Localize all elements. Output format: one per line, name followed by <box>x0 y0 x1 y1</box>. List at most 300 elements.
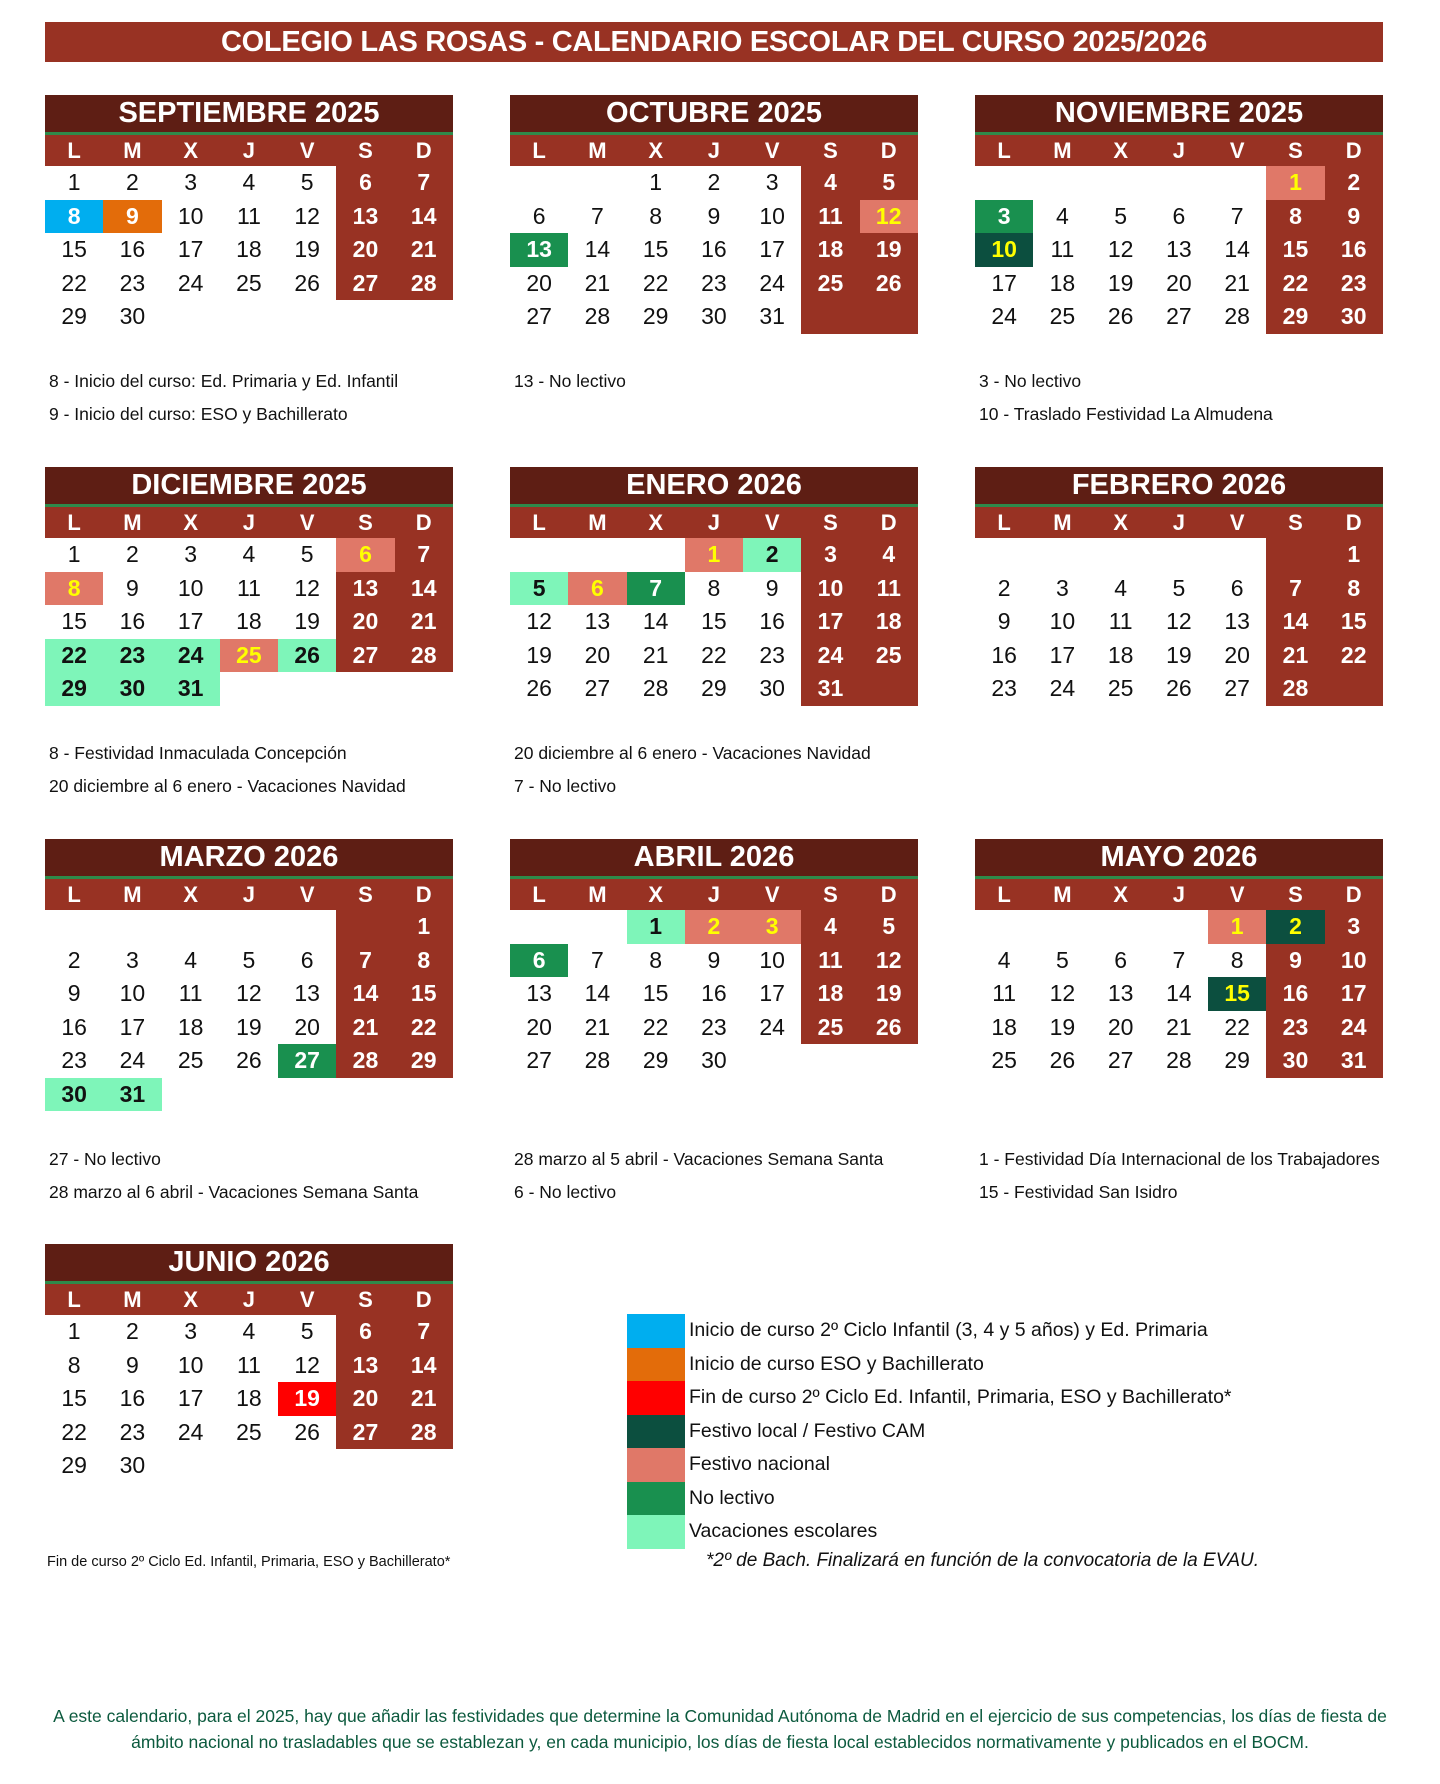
day-cell: 17 <box>1049 641 1076 668</box>
day-cell: 24 <box>759 269 785 296</box>
day-cell: 20 <box>584 641 611 668</box>
day-cell: 5 <box>510 572 568 606</box>
month-title: SEPTIEMBRE 2025 <box>45 95 453 135</box>
june-footnote: Fin de curso 2º Ciclo Ed. Infantil, Primaria, ESO y Bachillerato* <box>47 1554 451 1570</box>
day-cell: 15 <box>701 608 727 635</box>
day-cell: 16 <box>991 641 1017 668</box>
day-cell: 27 <box>336 639 394 673</box>
empty-cell <box>278 910 336 944</box>
day-cell: 30 <box>759 675 785 702</box>
day-cell: 19 <box>1049 1013 1076 1040</box>
day-cell: 24 <box>162 639 220 673</box>
day-cell: 3 <box>765 169 779 196</box>
day-cell: 25 <box>860 639 918 673</box>
day-cell: 3 <box>184 541 198 568</box>
weekday-header: L <box>510 879 568 910</box>
weekday-header: X <box>627 879 685 910</box>
day-cell: 28 <box>584 1047 611 1074</box>
month-title: JUNIO 2026 <box>45 1244 453 1284</box>
day-cell: 13 <box>336 572 394 606</box>
day-cell: 28 <box>1166 1047 1192 1074</box>
day-cell: 25 <box>236 1418 262 1445</box>
day-cell: 9 <box>765 574 779 601</box>
month-note: 27 - No lectivo <box>49 1149 161 1169</box>
day-cell: 26 <box>236 1047 262 1074</box>
day-cell: 16 <box>119 1385 146 1412</box>
month-note: 20 diciembre al 6 enero - Vacaciones Navidad <box>49 776 406 796</box>
month-8 <box>975 839 1383 1078</box>
day-cell: 1 <box>1325 538 1383 572</box>
weekday-header: M <box>568 507 626 538</box>
weekday-header: S <box>336 135 394 166</box>
day-cell: 19 <box>526 641 552 668</box>
day-cell: 11 <box>236 202 261 229</box>
day-cell: 21 <box>395 1382 453 1416</box>
empty-cell <box>162 910 220 944</box>
day-cell: 15 <box>61 236 87 263</box>
day-cell: 12 <box>294 202 320 229</box>
weekday-header: D <box>1325 507 1383 538</box>
weekday-header: M <box>1033 507 1091 538</box>
day-cell: 13 <box>1224 608 1250 635</box>
weekday-header: D <box>860 507 918 538</box>
day-cell: 27 <box>526 1047 552 1074</box>
month-grid <box>45 135 453 334</box>
legend-swatch <box>627 1448 685 1482</box>
month-7 <box>510 839 918 1078</box>
day-cell: 12 <box>1166 608 1192 635</box>
day-cell: 5 <box>300 169 314 196</box>
day-cell: 3 <box>801 538 859 572</box>
day-cell: 2 <box>126 169 139 196</box>
day-cell: 29 <box>1266 300 1324 334</box>
day-cell: 9 <box>126 574 139 601</box>
day-cell: 8 <box>67 1351 81 1378</box>
day-cell: 5 <box>1114 202 1128 229</box>
day-cell: 15 <box>395 977 453 1011</box>
day-cell: 19 <box>1107 269 1134 296</box>
month-title: MARZO 2026 <box>45 839 453 879</box>
day-cell: 18 <box>860 605 918 639</box>
day-cell: 18 <box>1049 269 1076 296</box>
empty-cell <box>1208 538 1266 572</box>
day-cell: 9 <box>1266 944 1324 978</box>
month-title: OCTUBRE 2025 <box>510 95 918 135</box>
day-cell: 26 <box>860 1011 918 1045</box>
legend-item <box>627 1415 1232 1449</box>
day-cell: 24 <box>1325 1011 1383 1045</box>
weekday-header: D <box>395 135 453 166</box>
day-cell: 18 <box>177 1013 204 1040</box>
day-cell: 5 <box>1172 574 1186 601</box>
empty-cell <box>1150 538 1208 572</box>
day-cell: 12 <box>1107 236 1134 263</box>
day-cell: 27 <box>336 267 394 301</box>
day-cell: 2 <box>67 946 81 973</box>
empty-cell <box>860 672 918 706</box>
day-cell: 16 <box>701 236 727 263</box>
day-cell: 10 <box>801 572 859 606</box>
day-cell: 27 <box>1107 1047 1134 1074</box>
empty-cell <box>1150 166 1208 200</box>
day-cell: 30 <box>701 303 727 330</box>
day-cell: 14 <box>336 977 394 1011</box>
day-cell: 13 <box>1107 980 1134 1007</box>
day-cell: 25 <box>991 1047 1017 1074</box>
day-cell: 3 <box>1056 574 1069 601</box>
day-cell: 18 <box>801 977 859 1011</box>
empty-cell <box>1208 166 1266 200</box>
day-cell: 1 <box>1266 166 1324 200</box>
day-cell: 3 <box>184 169 198 196</box>
weekday-header: M <box>103 1284 161 1315</box>
day-cell: 16 <box>1266 977 1324 1011</box>
empty-cell <box>1033 910 1091 944</box>
empty-cell <box>568 166 626 200</box>
day-cell: 22 <box>1325 639 1383 673</box>
day-cell: 3 <box>184 1318 198 1345</box>
weekday-header: J <box>220 135 278 166</box>
weekday-header: J <box>220 507 278 538</box>
day-cell: 30 <box>119 303 146 330</box>
day-cell: 23 <box>1325 267 1383 301</box>
day-cell: 28 <box>336 1044 394 1078</box>
day-cell: 26 <box>294 269 320 296</box>
weekday-header: X <box>162 879 220 910</box>
day-cell: 6 <box>1230 574 1244 601</box>
day-cell: 28 <box>1266 672 1324 706</box>
month-title: DICIEMBRE 2025 <box>45 467 453 507</box>
month-note: 28 marzo al 5 abril - Vacaciones Semana Santa <box>514 1149 884 1169</box>
day-cell: 10 <box>759 946 785 973</box>
day-cell: 16 <box>119 236 146 263</box>
day-cell: 25 <box>236 269 262 296</box>
day-cell: 21 <box>395 605 453 639</box>
weekday-header: V <box>278 879 336 910</box>
day-cell: 4 <box>1056 202 1069 229</box>
weekday-header: S <box>1266 135 1324 166</box>
day-cell: 25 <box>220 639 278 673</box>
weekday-header: V <box>743 135 801 166</box>
day-cell: 23 <box>61 1047 87 1074</box>
day-cell: 23 <box>701 1013 727 1040</box>
day-cell: 19 <box>294 608 320 635</box>
day-cell: 17 <box>177 608 204 635</box>
empty-cell <box>568 538 626 572</box>
day-cell: 8 <box>707 574 721 601</box>
weekday-header: D <box>395 879 453 910</box>
day-cell: 17 <box>177 1385 204 1412</box>
day-cell: 1 <box>395 910 453 944</box>
day-cell: 22 <box>61 269 87 296</box>
day-cell: 11 <box>1108 608 1133 635</box>
day-cell: 8 <box>649 202 663 229</box>
weekday-header: J <box>685 879 743 910</box>
empty-cell <box>220 1449 278 1483</box>
day-cell: 10 <box>1049 608 1076 635</box>
month-0 <box>45 95 453 334</box>
weekday-header: X <box>1092 507 1150 538</box>
day-cell: 10 <box>975 233 1033 267</box>
day-cell: 7 <box>395 538 453 572</box>
legend-item <box>627 1515 1232 1549</box>
month-note: 1 - Festividad Día Internacional de los Trabajadores <box>979 1149 1380 1169</box>
month-2 <box>975 95 1383 334</box>
day-cell: 15 <box>1325 605 1383 639</box>
day-cell: 12 <box>860 200 918 234</box>
day-cell: 8 <box>1230 946 1244 973</box>
empty-cell <box>220 910 278 944</box>
day-cell: 1 <box>1208 910 1266 944</box>
empty-cell <box>510 166 568 200</box>
empty-cell <box>395 672 453 706</box>
empty-cell <box>395 1449 453 1483</box>
day-cell: 21 <box>395 233 453 267</box>
day-cell: 10 <box>119 980 146 1007</box>
month-3 <box>45 467 453 706</box>
weekday-header: S <box>801 879 859 910</box>
day-cell: 15 <box>1266 233 1324 267</box>
day-cell: 27 <box>1224 675 1250 702</box>
day-cell: 1 <box>685 538 743 572</box>
day-cell: 28 <box>1224 303 1250 330</box>
empty-cell <box>220 672 278 706</box>
day-cell: 4 <box>860 538 918 572</box>
weekday-header: S <box>336 1284 394 1315</box>
day-cell: 7 <box>336 944 394 978</box>
day-cell: 13 <box>336 200 394 234</box>
day-cell: 13 <box>336 1349 394 1383</box>
day-cell: 10 <box>177 1351 204 1378</box>
day-cell: 28 <box>395 267 453 301</box>
day-cell: 18 <box>236 236 262 263</box>
day-cell: 14 <box>1266 605 1324 639</box>
day-cell: 29 <box>1224 1047 1250 1074</box>
day-cell: 30 <box>1266 1044 1324 1078</box>
calendar-title: COLEGIO LAS ROSAS - CALENDARIO ESCOLAR DEL CURSO 2025/2026 <box>45 22 1383 62</box>
empty-cell <box>278 1449 336 1483</box>
month-note: 9 - Inicio del curso: ESO y Bachillerato <box>49 404 348 424</box>
day-cell: 15 <box>642 980 669 1007</box>
day-cell: 14 <box>1166 980 1192 1007</box>
month-grid <box>975 135 1383 334</box>
day-cell: 11 <box>236 574 261 601</box>
day-cell: 18 <box>236 608 262 635</box>
day-cell: 26 <box>860 267 918 301</box>
empty-cell <box>1092 166 1150 200</box>
month-note: 13 - No lectivo <box>514 371 626 391</box>
day-cell: 19 <box>278 1382 336 1416</box>
month-6 <box>45 839 453 1111</box>
day-cell: 4 <box>997 946 1011 973</box>
day-cell: 17 <box>759 236 785 263</box>
day-cell: 2 <box>1325 166 1383 200</box>
day-cell: 29 <box>61 1452 87 1479</box>
weekday-header: S <box>801 507 859 538</box>
day-cell: 6 <box>336 1315 394 1349</box>
month-1 <box>510 95 918 334</box>
day-cell: 20 <box>1224 641 1250 668</box>
day-cell: 19 <box>860 233 918 267</box>
weekday-header: M <box>103 507 161 538</box>
weekday-header: M <box>103 135 161 166</box>
weekday-header: J <box>1150 507 1208 538</box>
day-cell: 9 <box>707 946 721 973</box>
day-cell: 31 <box>1325 1044 1383 1078</box>
weekday-header: S <box>336 507 394 538</box>
day-cell: 26 <box>278 639 336 673</box>
day-cell: 23 <box>759 641 785 668</box>
empty-cell <box>336 672 394 706</box>
weekday-header: M <box>1033 879 1091 910</box>
day-cell: 1 <box>67 169 81 196</box>
day-cell: 23 <box>701 269 727 296</box>
legend-label: Vacaciones escolares <box>689 1520 878 1543</box>
day-cell: 18 <box>991 1013 1017 1040</box>
weekday-header: L <box>975 135 1033 166</box>
day-cell: 11 <box>860 572 918 606</box>
weekday-header: L <box>45 135 103 166</box>
month-grid <box>975 879 1383 1078</box>
month-note: 7 - No lectivo <box>514 776 617 796</box>
empty-cell <box>103 910 161 944</box>
day-cell: 25 <box>1107 675 1134 702</box>
empty-cell <box>860 300 918 334</box>
day-cell: 4 <box>242 169 256 196</box>
empty-cell <box>1325 672 1383 706</box>
day-cell: 15 <box>61 1385 87 1412</box>
month-note: 8 - Festividad Inmaculada Concepción <box>49 743 347 763</box>
month-grid <box>510 879 918 1078</box>
day-cell: 30 <box>1325 300 1383 334</box>
day-cell: 21 <box>1224 269 1250 296</box>
day-cell: 11 <box>1050 236 1075 263</box>
weekday-header: L <box>510 135 568 166</box>
day-cell: 6 <box>336 166 394 200</box>
day-cell: 13 <box>526 980 552 1007</box>
day-cell: 7 <box>1172 946 1186 973</box>
day-cell: 7 <box>591 202 604 229</box>
day-cell: 19 <box>294 236 320 263</box>
day-cell: 16 <box>701 980 727 1007</box>
day-cell: 26 <box>526 675 552 702</box>
weekday-header: S <box>1266 507 1324 538</box>
day-cell: 7 <box>1266 572 1324 606</box>
empty-cell <box>1033 538 1091 572</box>
day-cell: 5 <box>300 541 314 568</box>
day-cell: 14 <box>395 1349 453 1383</box>
weekday-header: J <box>220 1284 278 1315</box>
day-cell: 2 <box>685 910 743 944</box>
day-cell: 8 <box>1325 572 1383 606</box>
day-cell: 23 <box>119 269 146 296</box>
month-grid <box>45 1284 453 1483</box>
empty-cell <box>860 1044 918 1078</box>
weekday-header: D <box>395 1284 453 1315</box>
day-cell: 9 <box>126 1351 139 1378</box>
day-cell: 22 <box>61 1418 87 1445</box>
day-cell: 16 <box>61 1013 87 1040</box>
empty-cell <box>336 910 394 944</box>
day-cell: 7 <box>1230 202 1244 229</box>
day-cell: 11 <box>801 200 859 234</box>
day-cell: 3 <box>1325 910 1383 944</box>
day-cell: 15 <box>1208 977 1266 1011</box>
day-cell: 9 <box>707 202 721 229</box>
empty-cell <box>627 538 685 572</box>
month-note: 10 - Traslado Festividad La Almudena <box>979 404 1273 424</box>
day-cell: 10 <box>177 202 204 229</box>
weekday-header: V <box>278 135 336 166</box>
weekday-header: D <box>1325 879 1383 910</box>
day-cell: 8 <box>45 200 103 234</box>
day-cell: 23 <box>1266 1011 1324 1045</box>
day-cell: 14 <box>584 980 611 1007</box>
day-cell: 29 <box>61 303 87 330</box>
day-cell: 20 <box>1166 269 1192 296</box>
month-5 <box>975 467 1383 706</box>
day-cell: 19 <box>860 977 918 1011</box>
empty-cell <box>336 1078 394 1112</box>
weekday-header: X <box>627 507 685 538</box>
day-cell: 27 <box>584 675 611 702</box>
day-cell: 1 <box>649 169 663 196</box>
month-title: FEBRERO 2026 <box>975 467 1383 507</box>
legend-swatch <box>627 1381 685 1415</box>
day-cell: 2 <box>126 1318 139 1345</box>
day-cell: 11 <box>992 980 1017 1007</box>
legend-label: Inicio de curso 2º Ciclo Infantil (3, 4 y 5 años) y Ed. Primaria <box>689 1319 1208 1342</box>
day-cell: 6 <box>336 538 394 572</box>
day-cell: 26 <box>1049 1047 1076 1074</box>
empty-cell <box>220 300 278 334</box>
day-cell: 12 <box>1049 980 1076 1007</box>
day-cell: 6 <box>1114 946 1128 973</box>
legend-item <box>627 1314 1232 1348</box>
weekday-header: L <box>45 879 103 910</box>
day-cell: 31 <box>103 1078 161 1112</box>
weekday-header: L <box>510 507 568 538</box>
day-cell: 22 <box>701 641 727 668</box>
legend-label: Festivo local / Festivo CAM <box>689 1419 926 1442</box>
day-cell: 4 <box>801 910 859 944</box>
day-cell: 30 <box>103 672 161 706</box>
day-cell: 21 <box>584 1013 611 1040</box>
empty-cell <box>336 300 394 334</box>
day-cell: 6 <box>532 202 546 229</box>
month-grid <box>45 507 453 706</box>
day-cell: 11 <box>178 980 203 1007</box>
day-cell: 21 <box>642 641 669 668</box>
day-cell: 10 <box>177 574 204 601</box>
weekday-header: J <box>685 507 743 538</box>
weekday-header: L <box>45 507 103 538</box>
weekday-header: S <box>336 879 394 910</box>
day-cell: 20 <box>336 233 394 267</box>
day-cell: 18 <box>801 233 859 267</box>
day-cell: 22 <box>1224 1013 1250 1040</box>
legend-label: Fin de curso 2º Ciclo Ed. Infantil, Primaria, ESO y Bachillerato* <box>689 1386 1232 1409</box>
day-cell: 7 <box>627 572 685 606</box>
day-cell: 30 <box>119 1452 146 1479</box>
day-cell: 18 <box>236 1385 262 1412</box>
day-cell: 4 <box>184 946 198 973</box>
empty-cell <box>278 672 336 706</box>
month-title: NOVIEMBRE 2025 <box>975 95 1383 135</box>
day-cell: 8 <box>395 944 453 978</box>
legend <box>627 1314 1232 1549</box>
empty-cell <box>568 910 626 944</box>
